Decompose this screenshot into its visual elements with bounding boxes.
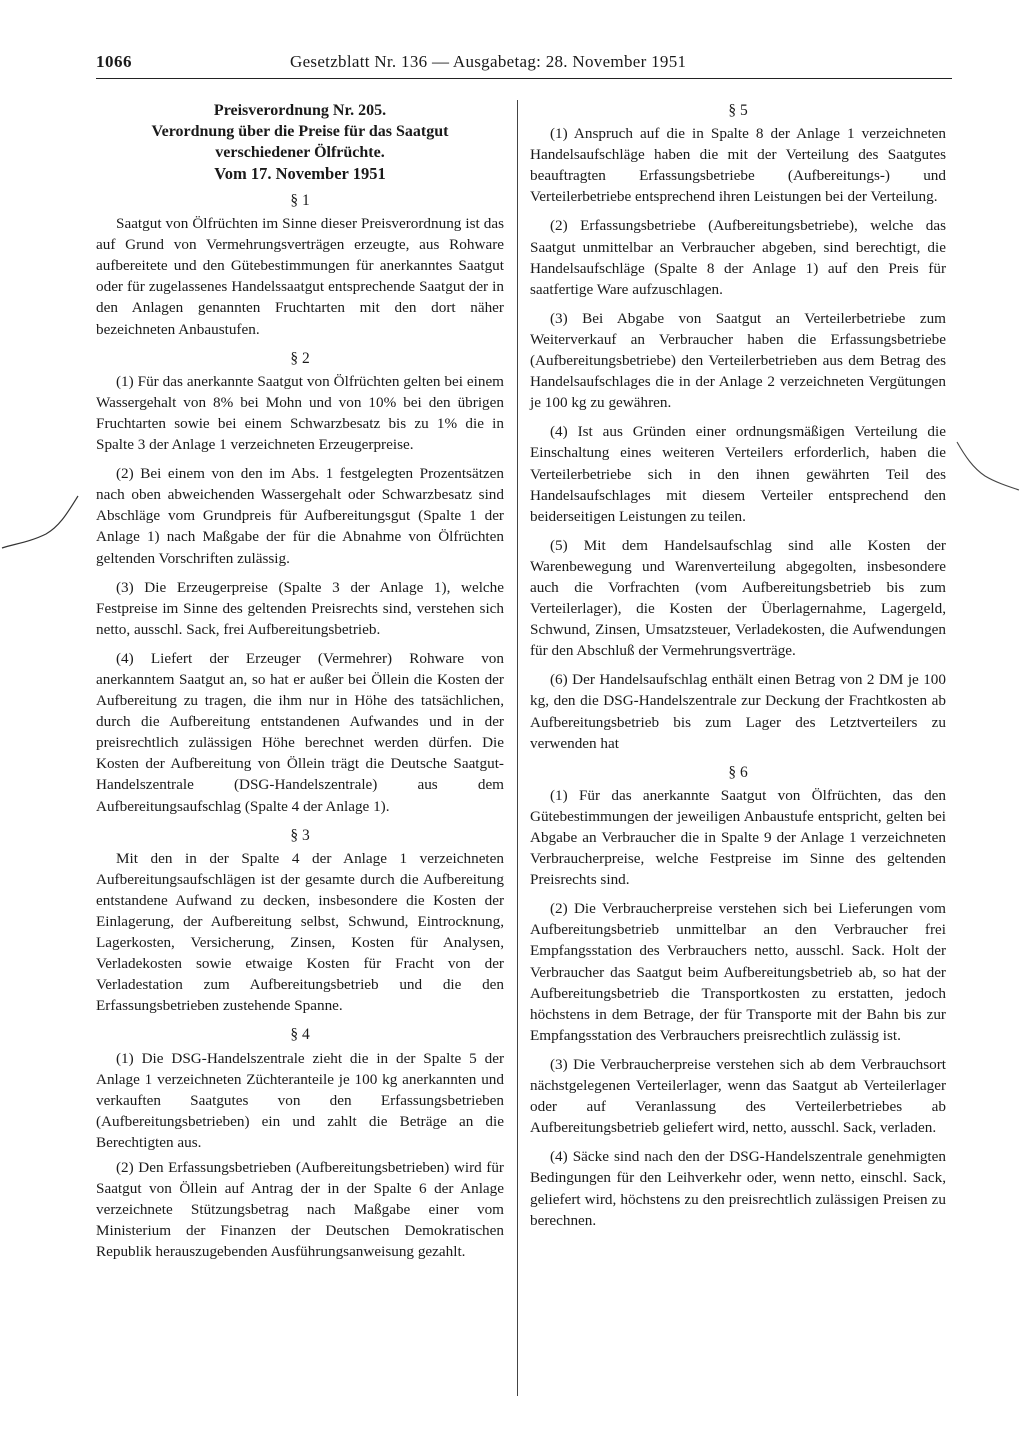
right-column <box>530 100 946 1239</box>
left-column <box>96 100 504 1271</box>
section-5-paragraph-3: (3) Bei Abgabe von Saatgut an Verteilerbetriebe zum Weiterverkauf an Verbraucher haben die Erfassungsbetriebe (Aufbereitungsbetriebe) den Verteilerbetrieben aus dem Betrag des Handelsaufschlages die in der Anlage 2 verzeichneten Vergütungen je 100 kg zu gewähren. <box>530 309 946 412</box>
section-heading-1: § 1 <box>290 192 310 209</box>
decree-title <box>96 100 504 184</box>
section-5-paragraph-4: (4) Ist aus Gründen einer ordnungsmäßigen Verteilung die Einschaltung eines weiteren Verteilers erforderlich, haben die Verteilerbetriebe sich in den ihnen gewährten Teil des Handelsaufschlages mit diesem Verteiler entsprechend den beiderseitigen Leistungen zu teilen. <box>530 423 946 525</box>
section-2-paragraph-2: (2) Bei einem von den im Abs. 1 festgelegten Prozentsätzen nach oben abweichenden Wassergehalt oder Schwarzbesatz sind Abschläge vom Grundpreis für Aufbereitungsgut (Spalte 1 der Anlage 1) nach Maßgabe der für die Abnahme von Ölfrüchten geltenden Vorschriften zulässig. <box>96 465 504 567</box>
section-4-paragraph-1: (1) Die DSG-Handelszentrale zieht die in der Spalte 5 der Anlage 1 verzeichneten Züchteranteile je 100 kg anerkannten und verkauften Saatgutes von den Erfassungsbetrieben (Aufbereitungsbetrieben) ein und zahlt die Beträge an die Berechtigten aus. <box>96 1049 504 1151</box>
margin-pencil-mark-right <box>955 440 1021 496</box>
title-line-1: Preisverordnung Nr. 205. <box>213 102 387 119</box>
section-heading-4: § 4 <box>290 1026 310 1044</box>
header-rule <box>96 78 952 79</box>
section-heading-2: § 2 <box>290 349 310 367</box>
section-heading-5: § 5 <box>728 102 748 119</box>
section-4-paragraph-2: (2) Den Erfassungsbetrieben (Aufbereitungsbetrieben) wird für Saatgut von Öllein auf Antrag der in der Spalte 6 der Anlage verzeichnete Stützungsbetrag nach Maßgabe einer vom Ministerium der Finanzen der Deutschen Demokratischen Republik herauszugebenden Ausführungsanweisung gezahlt. <box>96 1159 504 1261</box>
section-3-paragraph: Mit den in der Spalte 4 der Anlage 1 verzeichneten Aufbereitungsaufschlägen ist der gesamte durch die Aufbereitung entstandene Aufwand zu decken, insbesondere die Kosten der Einlagerung, der Aufbereitung selbst, Schwund, Eintrocknung, Lagerkosten, Versicherung, Zinsen, Kosten für Analysen, Verladekosten sowie etwaige Kosten für Fracht von der Verladestation zum Aufbereitungsbetrieb und die den Erfassungsbetrieben zustehende Spanne. <box>96 849 504 1015</box>
title-line-3: verschiedener Ölfrüchte. <box>215 144 385 161</box>
section-6-paragraph-1: (1) Für das anerkannte Saatgut von Ölfrüchten, das den Gütebestimmungen der jeweiligen Anbaustufe entspricht, gelten bei Abgabe an Verbraucher die in Spalte 9 der Anlage 1 verzeichneten Verbraucherpreise, welche Festpreise im Sinne des geltenden Preisrechts sind. <box>530 786 946 889</box>
section-5-paragraph-2: (2) Erfassungsbetriebe (Aufbereitungsbetriebe), welche das Saatgut unmittelbar an Verbraucher abgeben, sind berechtigt, die Handelsaufschläge (Spalte 8 der Anlage 1) auf den Preis für saatfertige Ware aufzuschlagen. <box>530 217 946 298</box>
section-2-paragraph-1: (1) Für das anerkannte Saatgut von Ölfrüchten gelten bei einem Wassergehalt von 8% bei Mohn und von 10% bei den übrigen Fruchtarten sowie bei einem Schwarzbesatz bis zu 1% die in Spalte 3 der Anlage 1 verzeichneten Erzeugerpreise. <box>96 372 504 454</box>
decree-date: Vom 17. November 1951 <box>214 164 386 183</box>
section-5-paragraph-1: (1) Anspruch auf die in Spalte 8 der Anlage 1 verzeichneten Handelsaufschläge haben die mit der Verteilung des Saatgutes beauftragten Erfassungsbetriebe (Aufbereitungs-) und Verteilerbetriebe entsprechend ihren Leistungen bei der Verteilung. <box>530 125 946 206</box>
section-2-paragraph-3: (3) Die Erzeugerpreise (Spalte 3 der Anlage 1), welche Festpreise im Sinne des geltenden Preisrechts sind, verstehen sich netto, ausschl. Sack, frei Aufbereitungsbetrieb. <box>96 578 504 638</box>
section-2-paragraph-4: (4) Liefert der Erzeuger (Vermehrer) Rohware von anerkanntem Saatgut an, so hat er außer bei Öllein die Kosten der Aufbereitung zu tragen, die ihm nur in Höhe des tatsächlichen, durch die Aufbereitung entstandenen Aufwandes und in der preisrechtlich zulässigen Höhe berechnet werden dürfen. Die Kosten der Aufbereitung von Öllein trägt die Deutsche Saatgut-Handelszentrale (DSG-Handelszentrale) aus dem Aufbereitungsaufschlag (Spalte 4 der Anlage 1). <box>96 649 504 815</box>
margin-pencil-mark-left <box>0 492 90 552</box>
section-6-paragraph-3: (3) Die Verbraucherpreise verstehen sich ab dem Verbrauchsort nächstgelegenen Verteilerlager, wenn das Saatgut ab Verteilerlager oder auf Veranlassung des Verteilerbetriebes ab Aufbereitungsbetrieb geliefert wird, netto, ausschl. Sack, verladen. <box>530 1055 946 1137</box>
section-5-paragraph-6: (6) Der Handelsaufschlag enthält einen Betrag von 2 DM je 100 kg, den die DSG-Handelszentrale zur Deckung der Frachtkosten ab Aufbereitungsbetrieb bis zum Lager des Letztverteilers zu verwenden hat <box>530 671 946 752</box>
section-1-paragraph: Saatgut von Ölfrüchten im Sinne dieser Preisverordnung ist das auf Grund von Vermehrungsverträgen erzeugte, aus Rohware aufbereitete und den Gütebestimmungen für anerkanntes Saatgut oder für zugelassenes Handelssaatgut entsprechende Saatgut der in den Anlagen genannten Fruchtarten mit den dort näher bezeichneten Anbaustufen. <box>96 215 504 338</box>
section-6-paragraph-2: (2) Die Verbraucherpreise verstehen sich bei Lieferungen vom Aufbereitungsbetrieb unmittelbar an den Verbraucher frei Empfangsstation des Verbrauchers netto, ausschl. Sack. Holt der Verbraucher das Saatgut beim Aufbereitungsbetrieb ab, so hat der Aufbereitungsbetrieb die Transportkosten zu erstatten, jedoch höchstens in dem Betrage, der für Transporte mit der Bahn bis zur Empfangsstation des Verbrauchers preisrechtlich zulässig ist. <box>530 900 946 1044</box>
running-head: Gesetzblatt Nr. 136 — Ausgabetag: 28. November 1951 <box>290 52 687 71</box>
title-line-2: Verordnung über die Preise für das Saatgut <box>151 123 449 140</box>
section-heading-3: § 3 <box>290 826 310 844</box>
section-heading-6: § 6 <box>728 763 748 781</box>
page-number: 1066 <box>96 52 132 71</box>
column-divider <box>517 100 518 1396</box>
section-6-paragraph-4: (4) Säcke sind nach den der DSG-Handelszentrale genehmigten Bedingungen für den Leihverkehr oder, wenn netto, einschl. Sack, geliefert wird, höchstens zu den preisrechtlich zulässigen Preisen zu berechnen. <box>530 1148 946 1229</box>
section-5-paragraph-5: (5) Mit dem Handelsaufschlag sind alle Kosten der Warenbewegung und Warenverteilung abgegolten, insbesondere auch die Vorfrachten (vom Aufbereitungsbetrieb bis zum Verteilerlager), die Kosten der Überlagernahme, Lagergeld, Schwund, Zinsen, Umsatzsteuer, Verladekosten, die Aufwendungen für den Abschluß der Vermehrungsverträge. <box>530 536 946 660</box>
